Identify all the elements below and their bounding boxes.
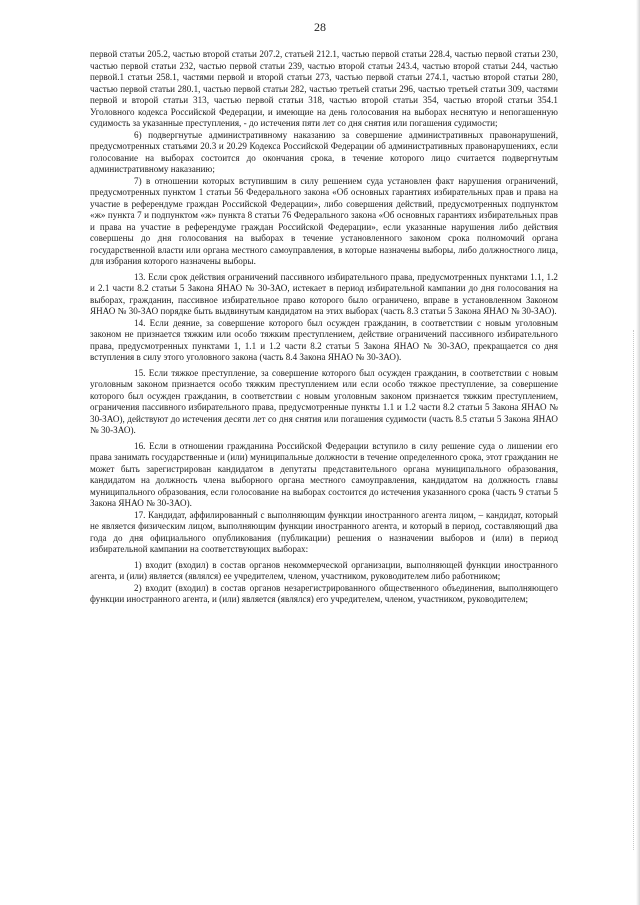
paragraph-17: 17. Кандидат, аффилированный с выполняющим функции иностранного агента лицом, – кандидат, который не является физическим лицом, выполняющим функции иностранного агента, и который в период, составляющий два года до дня официального опубликования (публикации) решения о назначении выборов и (или) в период избирательной кампании на соответствующих выборах:	[90, 509, 558, 554]
scan-edge-marks	[632, 330, 634, 850]
paragraph-item-7: 7) в отношении которых вступившим в силу решением суда установлен факт нарушения ограничений, предусмотренных пунктом 1 статьи 56 Федерального закона «Об основных гарантиях избирательных прав и права на участие в референдуме граждан Российской Федерации», либо совершения действий, предусмотренных подпунктом «ж» пункта 7 и подпунктом «ж» пункта 8 статьи 76 Федерального закона «Об основных гарантиях избирательных прав и права на участие в референдуме граждан Российской Федерации», если указанные нарушения либо действия совершены до дня голосования на выборах в течение установленного законом срока полномочий органа государственной власти или органа местного самоуправления, в которые назначены выборы, либо должностного лица, для избрания которого назначены выборы.	[90, 175, 558, 266]
paragraph-15: 15. Если тяжкое преступление, за совершение которого был осужден гражданин, в соответствии с новым уголовным законом признается особо тяжким преступлением или если особо тяжкое преступление, за совершение которого был осужден гражданин, в соответствии с новым уголовным законом признается тяжким преступлением, ограничения пассивного избирательного права, предусмотренные пункты 1.1 и 1.2 части 8.2 статьи 5 Закона ЯНАО № 30-ЗАО), действуют до истечения десяти лет со дня снятия или погашения судимости (часть 8.5 статьи 5 Закона ЯНАО № 30-ЗАО).	[90, 367, 558, 435]
scan-edge-shadow	[636, 0, 640, 905]
paragraph-17-item-2: 2) входит (входил) в состав органов незарегистрированного общественного объединения, выполняющего функции иностранного агента, и (или) является (являлся) его учредителем, членом, участником, руководителем;	[90, 582, 558, 604]
document-body	[90, 49, 558, 606]
paragraph-14: 14. Если деяние, за совершение которого был осужден гражданин, в соответствии с новым уголовным законом не признается тяжким или особо тяжким преступлением, действие ограничений пассивного избирательного права, предусмотренных пунктами 1, 1.1 и 1.2 части 8.2 статьи 5 Закона ЯНАО № 30-ЗАО, прекращается со дня вступления в силу этого уголовного закона (часть 8.4 Закона ЯНАО № 30-ЗАО).	[90, 317, 558, 362]
paragraph-continuation: первой статьи 205.2, частью второй статьи 207.2, статьей 212.1, частью первой статьи 228.4, частью первой статьи 230, частью первой статьи 232, частью первой статьи 239, частью второй статьи 243.4, частью второй статьи 244, частью первой.1 статьи 258.1, частями первой и второй статьи 273, частью первой статьи 274.1, частью второй статьи 280, частью первой статьи 280.1, частью первой статьи 282, частью третьей статьи 296, частью третьей статьи 309, частями первой и второй статьи 313, частью первой статьи 318, частью второй статьи 354, частью второй статьи 354.1 Уголовного кодекса Российской Федерации, и имеющие на день голосования на выборах неснятую и непогашенную судимость за указанные преступления, - до истечения пяти лет со дня снятия или погашения судимости;	[90, 49, 558, 128]
page-number: 28	[314, 20, 326, 34]
paragraph-13: 13. Если срок действия ограничений пассивного избирательного права, предусмотренных пунктами 1.1, 1.2 и 2.1 части 8.2 статьи 5 Закона ЯНАО № 30-ЗАО, истекает в период избирательной кампании до дня голосования на выборах, гражданин, пассивное избирательное право которого было ограничено, вправе в установленном Законом ЯНАО № 30-ЗАО порядке быть выдвинутым кандидатом на этих выборах (часть 8.3 статьи 5 Закона ЯНАО № 30-ЗАО).	[90, 271, 558, 316]
paragraph-17-item-1: 1) входит (входил) в состав органов некоммерческой организации, выполняющей функции иностранного агента, и (или) является (являлся) ее учредителем, членом, участником, руководителем либо работником;	[90, 559, 558, 581]
paragraph-16: 16. Если в отношении гражданина Российской Федерации вступило в силу решение суда о лишении его права занимать государственные и (или) муниципальные должности в течение определенного срока, этот гражданин не может быть зарегистрирован кандидатом в депутаты представительного органа муниципального образования, кандидатом на должность члена выборного органа местного самоуправления, кандидатом на должность главы муниципального образования, если голосование на выборах состоится до истечения указанного срока (часть 9 статьи 5 Закона ЯНАО № 30-ЗАО).	[90, 440, 558, 508]
paragraph-item-6: 6) подвергнутые административному наказанию за совершение административных правонарушений, предусмотренных статьями 20.3 и 20.29 Кодекса Российской Федерации об административных правонарушениях, если голосование на выборах состоится до окончания срока, в течение которого лицо считается подвергнутым административному наказанию;	[90, 129, 558, 174]
